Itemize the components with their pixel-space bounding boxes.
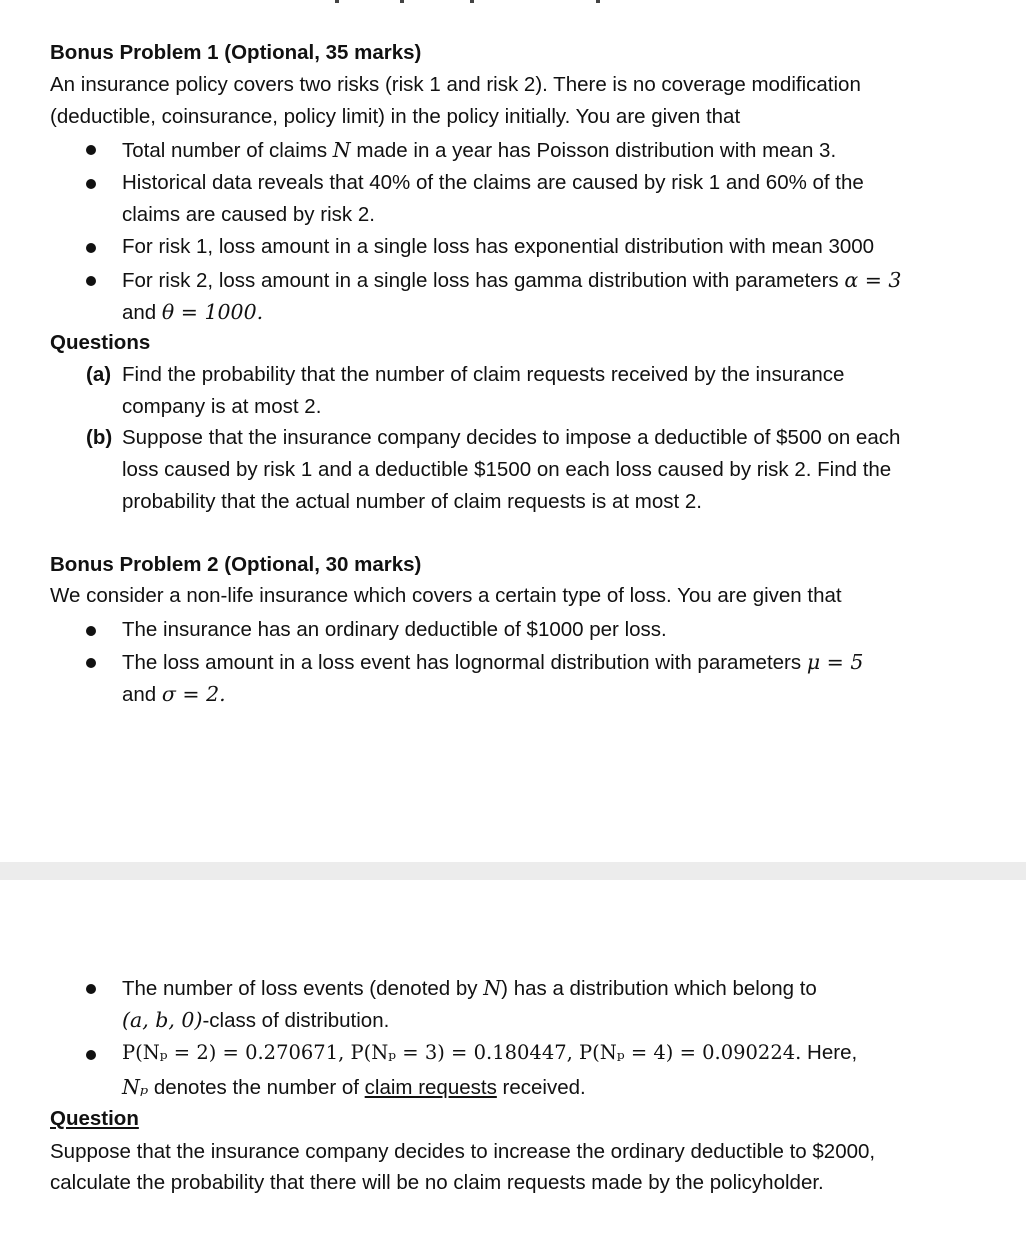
bullet-text: denotes the number of: [148, 1076, 365, 1099]
problem-1-bullet-2-line-1: Historical data reveals that 40% of the claims are caused by risk 1 and 60% of the: [122, 171, 864, 194]
question-heading: Question: [50, 1107, 139, 1130]
question-b-label: (b): [86, 426, 113, 449]
bullet-icon: [86, 1050, 96, 1060]
problem-2-bullet-2-line-2: [122, 679, 226, 710]
bullet-text: ) has a distribution which belong to: [501, 977, 817, 1000]
problem-2-bullet-2-line-1: [122, 647, 863, 678]
math-var-n: N: [483, 976, 502, 1000]
problem-2-bullet-1: The insurance has an ordinary deductible of $1000 per loss.: [122, 618, 667, 641]
math-abo-class: (a, b, 0): [122, 1008, 203, 1032]
problem-1-bullet-1: [122, 135, 836, 166]
problem-1-intro-line-1: An insurance policy covers two risks (risk 1 and risk 2). There is no coverage modification: [50, 73, 861, 96]
problem-2-title: Bonus Problem 2 (Optional, 30 marks): [50, 553, 422, 576]
math-theta: θ = 1000.: [161, 300, 264, 324]
bullet-icon: [86, 658, 96, 668]
bullet-icon: [86, 145, 96, 155]
problem-1-bullet-3: For risk 1, loss amount in a single loss has exponential distribution with mean 3000: [122, 235, 875, 258]
problem-2-bullet-4-line-2: [122, 1072, 586, 1103]
question-b-line-1: Suppose that the insurance company decides to impose a deductible of $500 on each: [122, 426, 901, 449]
problem-2-intro: We consider a non-life insurance which covers a certain type of loss. You are given that: [50, 584, 842, 607]
bullet-icon: [86, 243, 96, 253]
math-var-n: N: [332, 138, 351, 162]
bullet-text: and: [122, 301, 162, 324]
math-mu: μ = 5: [806, 650, 864, 674]
bullet-text: and: [122, 683, 162, 706]
math-alpha: α = 3: [844, 268, 902, 292]
claim-requests-underlined: claim requests: [364, 1076, 497, 1099]
bullet-icon: [86, 276, 96, 286]
question-line-2: calculate the probability that there will be no claim requests made by the policyholder.: [50, 1171, 824, 1194]
math-var-np: Nₚ: [122, 1075, 149, 1099]
clipped-text-fragment: [0, 0, 1026, 6]
bullet-icon: [86, 179, 96, 189]
problem-1-bullet-4-line-1: [122, 265, 901, 296]
bullet-icon: [86, 984, 96, 994]
problem-1-intro-line-2: (deductible, coinsurance, policy limit) in the policy initially. You are given that: [50, 105, 741, 128]
question-a-line-2: company is at most 2.: [122, 395, 322, 418]
bullet-text: Here,: [801, 1041, 858, 1064]
bullet-text: -class of distribution.: [202, 1009, 390, 1032]
questions-heading: Questions: [50, 331, 151, 354]
problem-2-bullet-3-line-2: [122, 1005, 389, 1036]
question-a-line-1: Find the probability that the number of claim requests received by the insurance: [122, 363, 845, 386]
bullet-text: Total number of claims: [122, 139, 333, 162]
problem-2-bullet-4-line-1: [122, 1038, 857, 1068]
bullet-text: received.: [496, 1076, 586, 1099]
problem-2-bullet-3-line-1: [122, 973, 817, 1004]
question-b-line-2: loss caused by risk 1 and a deductible $1500 on each loss caused by risk 2. Find the: [122, 458, 892, 481]
problem-1-title: Bonus Problem 1 (Optional, 35 marks): [50, 41, 422, 64]
bullet-text: The loss amount in a loss event has lognormal distribution with parameters: [122, 651, 807, 674]
bullet-icon: [86, 626, 96, 636]
bullet-text: The number of loss events (denoted by: [122, 977, 484, 1000]
bullet-text: made in a year has Poisson distribution with mean 3.: [350, 139, 837, 162]
page-2: [0, 880, 1026, 1244]
question-b-line-3: probability that the actual number of claim requests is at most 2.: [122, 490, 702, 513]
question-line-1: Suppose that the insurance company decides to increase the ordinary deductible to $2000,: [50, 1140, 876, 1163]
bullet-text: For risk 2, loss amount in a single loss has gamma distribution with parameters: [122, 269, 845, 292]
math-sigma: σ = 2.: [161, 682, 226, 706]
page-separator: [0, 862, 1026, 880]
math-probabilities: P(Nₚ = 2) = 0.270671, P(Nₚ = 3) = 0.180447, P(Nₚ = 4) = 0.090224.: [122, 1041, 802, 1064]
problem-1-bullet-2-line-2: claims are caused by risk 2.: [122, 203, 375, 226]
problem-1-bullet-4-line-2: [122, 297, 263, 328]
question-a-label: (a): [86, 363, 112, 386]
